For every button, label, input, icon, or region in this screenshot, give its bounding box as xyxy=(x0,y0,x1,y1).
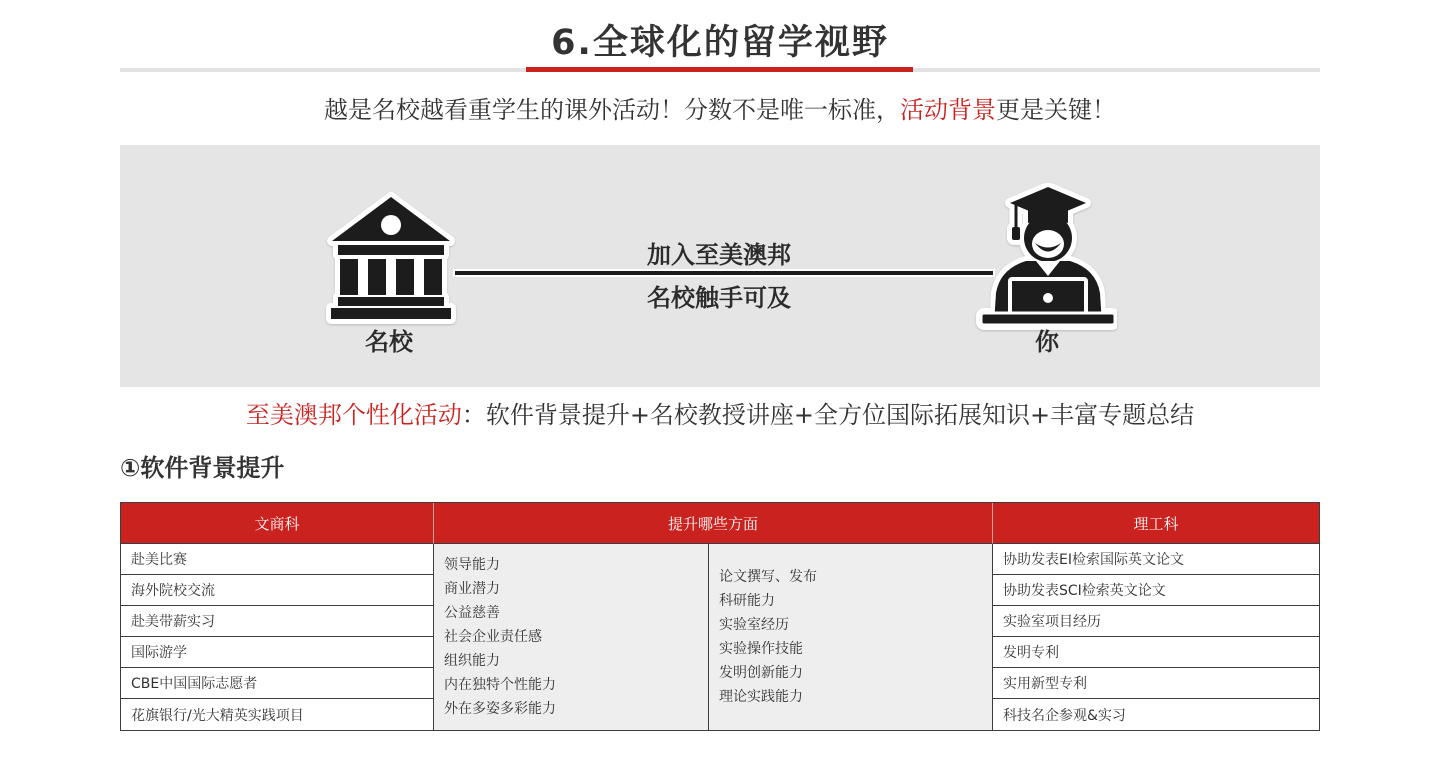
science-item: 科技名企参观&实习 xyxy=(993,699,1319,730)
area-item: 实验操作技能 xyxy=(719,641,803,657)
liberal-arts-item: CBE中国国际志愿者 xyxy=(121,668,434,699)
area-item: 内在独特个性能力 xyxy=(444,677,556,693)
area-item: 科研能力 xyxy=(719,593,775,609)
science-item: 实用新型专利 xyxy=(993,668,1319,699)
student-label: 你 xyxy=(1035,328,1059,356)
science-item: 实验室项目经历 xyxy=(993,606,1319,637)
area-item: 领导能力 xyxy=(444,557,500,573)
intro-line xyxy=(0,96,1440,124)
intro-highlight: 活动背景 xyxy=(900,96,996,124)
area-item: 论文撰写、发布 xyxy=(719,569,817,585)
connector-top-text: 加入至美澳邦 xyxy=(647,241,791,269)
activities-text: ：软件背景提升+名校教授讲座+全方位国际拓展知识+丰富专题总结 xyxy=(461,401,1195,429)
area-item: 外在多姿多彩能力 xyxy=(444,701,556,717)
header-improvement-areas: 提升哪些方面 xyxy=(434,503,993,544)
area-item: 商业潜力 xyxy=(444,581,500,597)
science-item: 协助发表SCI检索英文论文 xyxy=(993,575,1319,606)
header-liberal-arts: 文商科 xyxy=(121,503,434,544)
liberal-arts-item: 赴美比赛 xyxy=(121,544,434,575)
graduate-student-laptop-icon xyxy=(975,183,1117,331)
school-label: 名校 xyxy=(365,328,413,356)
intro-text-end: 更是关键！ xyxy=(996,96,1116,124)
title-underline-accent xyxy=(526,67,913,72)
areas-science-cell xyxy=(709,544,993,730)
area-item: 社会企业责任感 xyxy=(444,629,542,645)
area-item: 发明创新能力 xyxy=(719,665,803,681)
activities-highlight: 至美澳邦个性化活动 xyxy=(245,401,462,429)
connector-line xyxy=(455,271,993,275)
science-item: 协助发表EI检索国际英文论文 xyxy=(993,544,1319,575)
science-item: 发明专利 xyxy=(993,637,1319,668)
intro-text: 越是名校越看重学生的课外活动！分数不是唯一标准， xyxy=(324,96,900,124)
area-item: 实验室经历 xyxy=(719,617,789,633)
subsection-title: ①软件背景提升 xyxy=(120,454,285,482)
connector-bottom-text: 名校触手可及 xyxy=(647,284,791,312)
area-item: 理论实践能力 xyxy=(719,689,803,705)
area-item: 公益慈善 xyxy=(444,605,500,621)
area-item: 组织能力 xyxy=(444,653,500,669)
liberal-arts-item: 赴美带薪实习 xyxy=(121,606,434,637)
improvement-table xyxy=(120,502,1320,731)
liberal-arts-item: 花旗银行/光大精英实践项目 xyxy=(121,699,434,730)
header-science-engineering: 理工科 xyxy=(993,503,1319,544)
areas-liberal-arts-cell xyxy=(434,544,709,730)
liberal-arts-item: 国际游学 xyxy=(121,637,434,668)
university-building-icon xyxy=(326,189,456,325)
section-title: 6.全球化的留学视野 xyxy=(551,23,889,63)
liberal-arts-item: 海外院校交流 xyxy=(121,575,434,606)
activities-line xyxy=(0,401,1440,429)
